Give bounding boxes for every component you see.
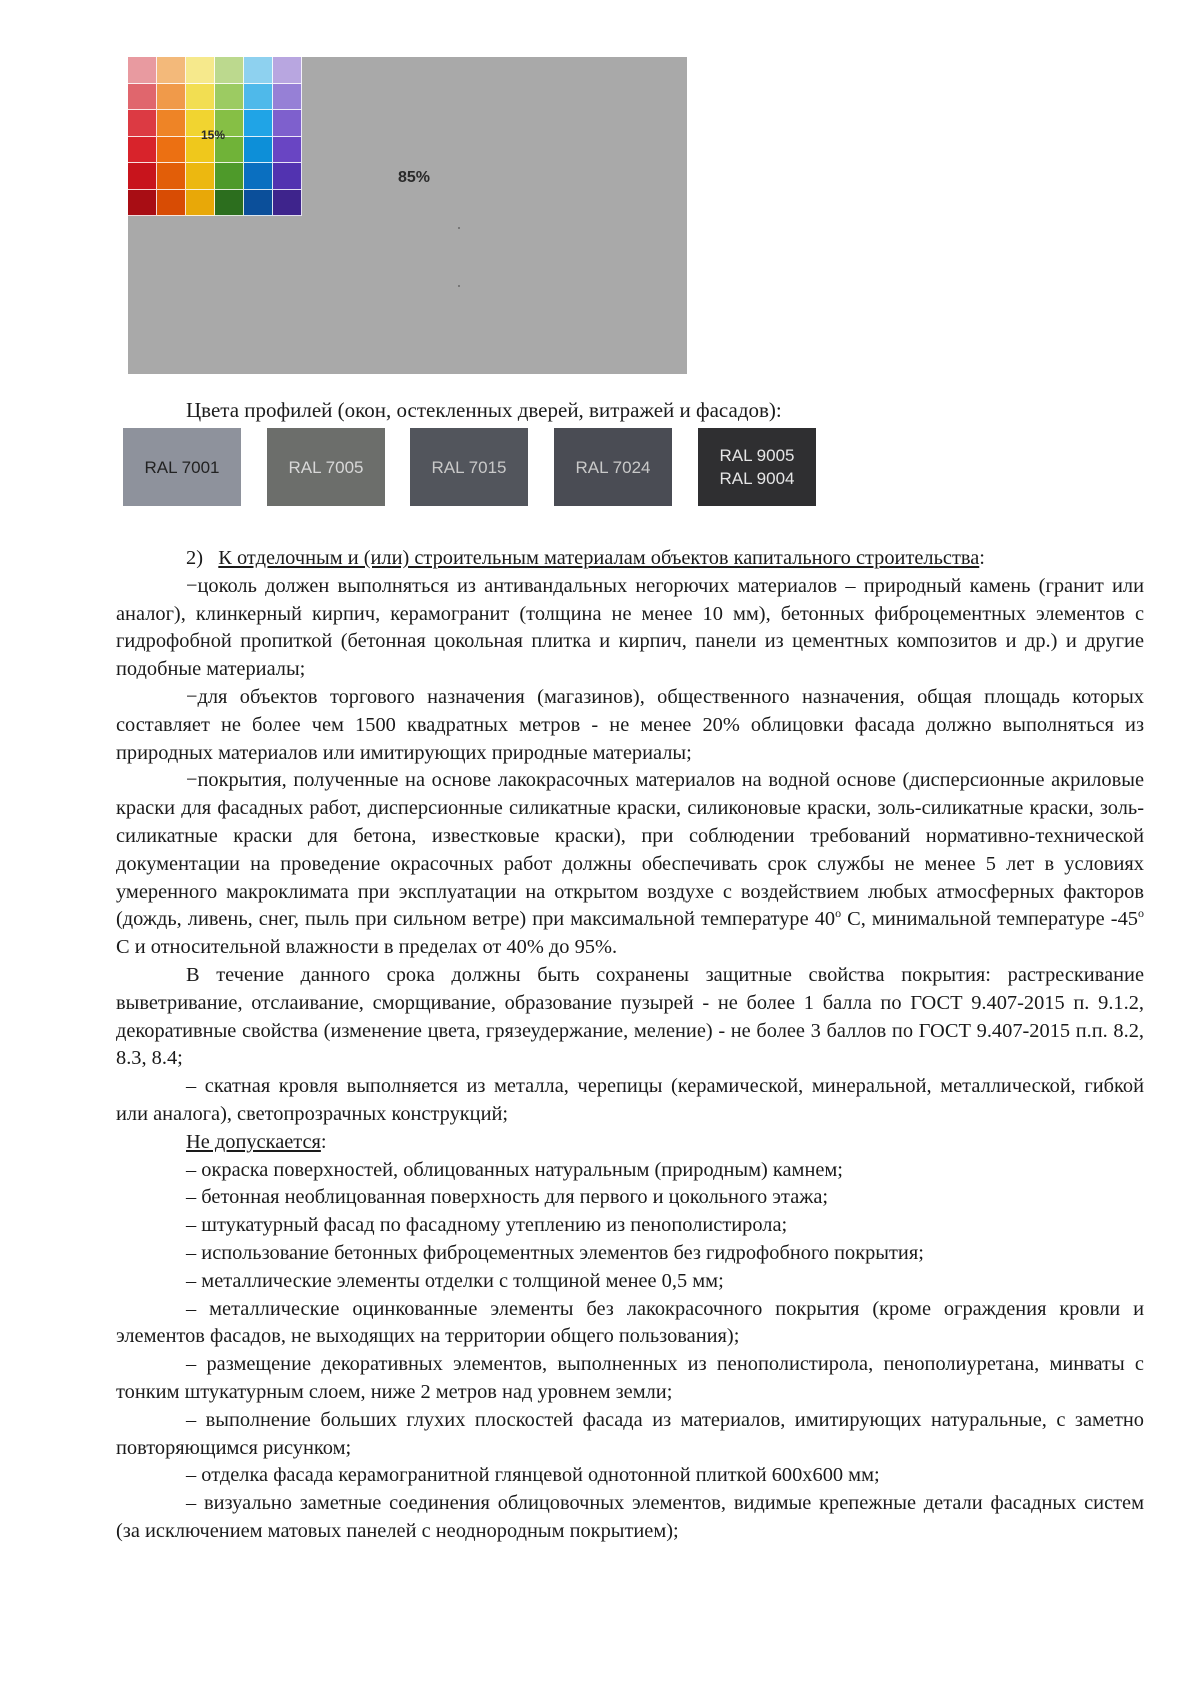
color-swatch <box>186 190 215 217</box>
color-swatch <box>157 57 186 84</box>
list-item: – окраска поверхностей, облицованных натуральным (природным) камнем; <box>186 1158 843 1181</box>
list-item: – штукатурный фасад по фасадному утеплению из пенополистирола; <box>186 1214 788 1237</box>
paragraph-coatings <box>116 767 1144 962</box>
color-swatch <box>244 163 273 190</box>
coatings-text-b: С, минимальной температуре -45 <box>841 908 1138 931</box>
image-speck <box>458 227 460 229</box>
color-swatch <box>273 57 302 84</box>
profiles-caption: Цвета профилей (окон, остекленных дверей, витражей и фасадов): <box>186 398 782 422</box>
color-swatch <box>244 137 273 164</box>
ral-label: RAL 7005 <box>288 457 364 477</box>
list-item: – выполнение больших глухих плоскостей фасада из материалов, имитирующих натуральные, с заметно повторяющимся рисунком; <box>116 1408 1144 1459</box>
color-swatch <box>128 163 157 190</box>
color-swatch <box>244 190 273 217</box>
color-swatch <box>215 190 244 217</box>
color-swatch <box>186 57 215 84</box>
degree-mark: о <box>835 906 842 921</box>
color-swatch <box>273 190 302 217</box>
ral-7001-swatch <box>123 428 241 506</box>
ral-label: RAL 9005 <box>719 446 795 465</box>
image-speck <box>458 285 460 287</box>
color-swatch <box>215 57 244 84</box>
color-swatch <box>157 137 186 164</box>
ral-7024-swatch <box>554 428 672 506</box>
degree-mark: о <box>1137 906 1144 921</box>
paragraph-roof: – скатная кровля выполняется из металла, черепицы (керамической, минеральной, металлической, гибкой или аналога), светопрозрачных конструкций; <box>116 1075 1144 1125</box>
accent-percent-label: 15% <box>201 128 226 142</box>
ral-label-secondary: RAL 9004 <box>719 469 795 488</box>
color-swatch <box>128 137 157 164</box>
ral-label: RAL 7024 <box>575 457 651 477</box>
paragraph-protective: В течение данного срока должны быть сохранены защитные свойства покрытия: растрескивание выветривание, отслаивание, сморщивание, образование пузырей - не более 1 балла по ГОСТ 9.407-2015 п. 9.1.2, декоративные свойства (изменение цвета, грязеудержание, меление) - не более 3 баллов по ГОСТ 9.407-2015 п.п. 8.2, 8.3, 8.4; <box>116 963 1144 1070</box>
base-percent-label: 85% <box>398 169 431 186</box>
list-item: – металлические оцинкованные элементы без лакокрасочного покрытия (кроме ограждения кровли и элементов фасадов, не выходящих на территории общего пользования); <box>116 1297 1144 1348</box>
color-swatch <box>128 110 157 137</box>
document-body <box>116 545 1144 1546</box>
color-swatch <box>128 190 157 217</box>
ral-label: RAL 7001 <box>144 457 220 477</box>
color-swatch <box>273 137 302 164</box>
ral-9005-9004-swatch <box>698 428 816 506</box>
not-allowed-label: Не допускается <box>186 1130 321 1153</box>
list-item: – размещение декоративных элементов, выполненных из пенополистирола, пенополиуретана, минваты с тонким штукатурным слоем, ниже 2 метров над уровнем земли; <box>116 1353 1144 1403</box>
section-title: К отделочным и (или) строительным материалам объектов капитального строительства <box>218 547 980 569</box>
color-swatch <box>244 84 273 111</box>
not-allowed-heading: Не допускается: <box>186 1130 327 1153</box>
color-swatch <box>157 163 186 190</box>
color-swatch <box>157 190 186 217</box>
color-swatch <box>215 163 244 190</box>
color-swatch <box>273 84 302 111</box>
color-swatch <box>186 84 215 111</box>
ral-label: RAL 7015 <box>431 457 507 477</box>
color-ratio-figure <box>128 57 687 374</box>
ral-7015-swatch <box>410 428 528 506</box>
coatings-text-a: −покрытия, полученные на основе лакокрасочных материалов на водной основе (дисперсионные акриловые краски для фасадных работ, дисперсионные силикатные краски, силиконовые краски, золь-силикатные краски, золь-силикатные краски для бетона, известковые краски), при соблюдении требований нормативно-технической документации на проведение окрасочных работ должны обеспечивать срок службы не менее 5 лет в условиях умеренного макроклимата при эксплуатации на открытом воздухе с воздействием любых атмосферных факторов (дождь, ливень, снег, пыль при сильном ветре) при максимальной температуре 40 <box>116 769 1144 931</box>
color-swatch <box>215 84 244 111</box>
color-swatch <box>157 84 186 111</box>
color-swatch <box>186 163 215 190</box>
color-swatch <box>157 110 186 137</box>
color-swatch <box>273 110 302 137</box>
section-number: 2) <box>186 547 203 569</box>
color-swatch <box>244 57 273 84</box>
color-swatch <box>128 84 157 111</box>
color-swatch <box>244 110 273 137</box>
ral-7005-swatch <box>267 428 385 506</box>
paragraph-commercial: −для объектов торгового назначения (магазинов), общественного назначения, общая площадь которых составляет не более чем 1500 квадратных метров - не менее 20% облицовки фасада должно выполняться из природных материалов или имитирующих природные материалы; <box>116 685 1144 764</box>
list-item: – визуально заметные соединения облицовочных элементов, видимые крепежные детали фасадных систем (за исключением матовых панелей с неоднородным покрытием); <box>116 1492 1144 1542</box>
section-heading: 2) К отделочным и (или) строительным материалам объектов капитального строительства: <box>186 547 985 569</box>
list-item: – металлические элементы отделки с толщиной менее 0,5 мм; <box>186 1269 724 1292</box>
list-item: – использование бетонных фиброцементных элементов без гидрофобного покрытия; <box>186 1241 924 1264</box>
list-item: – отделка фасада керамогранитной глянцевой однотонной плиткой 600х600 мм; <box>186 1464 880 1487</box>
list-item: – бетонная необлицованная поверхность для первого и цокольного этажа; <box>186 1186 829 1209</box>
color-swatch <box>273 163 302 190</box>
paragraph-plinth: −цоколь должен выполняться из антивандальных негорючих материалов – природный камень (гранит или аналог), клинкерный кирпич, керамогранит (толщина не менее 10 мм), бетонных фиброцементных элементов с гидрофобной пропиткой (бетонная цокольная плитка и кирпич, панели из цементных композитов и др.) и другие подобные материалы; <box>116 574 1144 681</box>
color-swatch <box>128 57 157 84</box>
coatings-text-c: С и относительной влажности в пределах от 40% до 95%. <box>116 936 618 959</box>
